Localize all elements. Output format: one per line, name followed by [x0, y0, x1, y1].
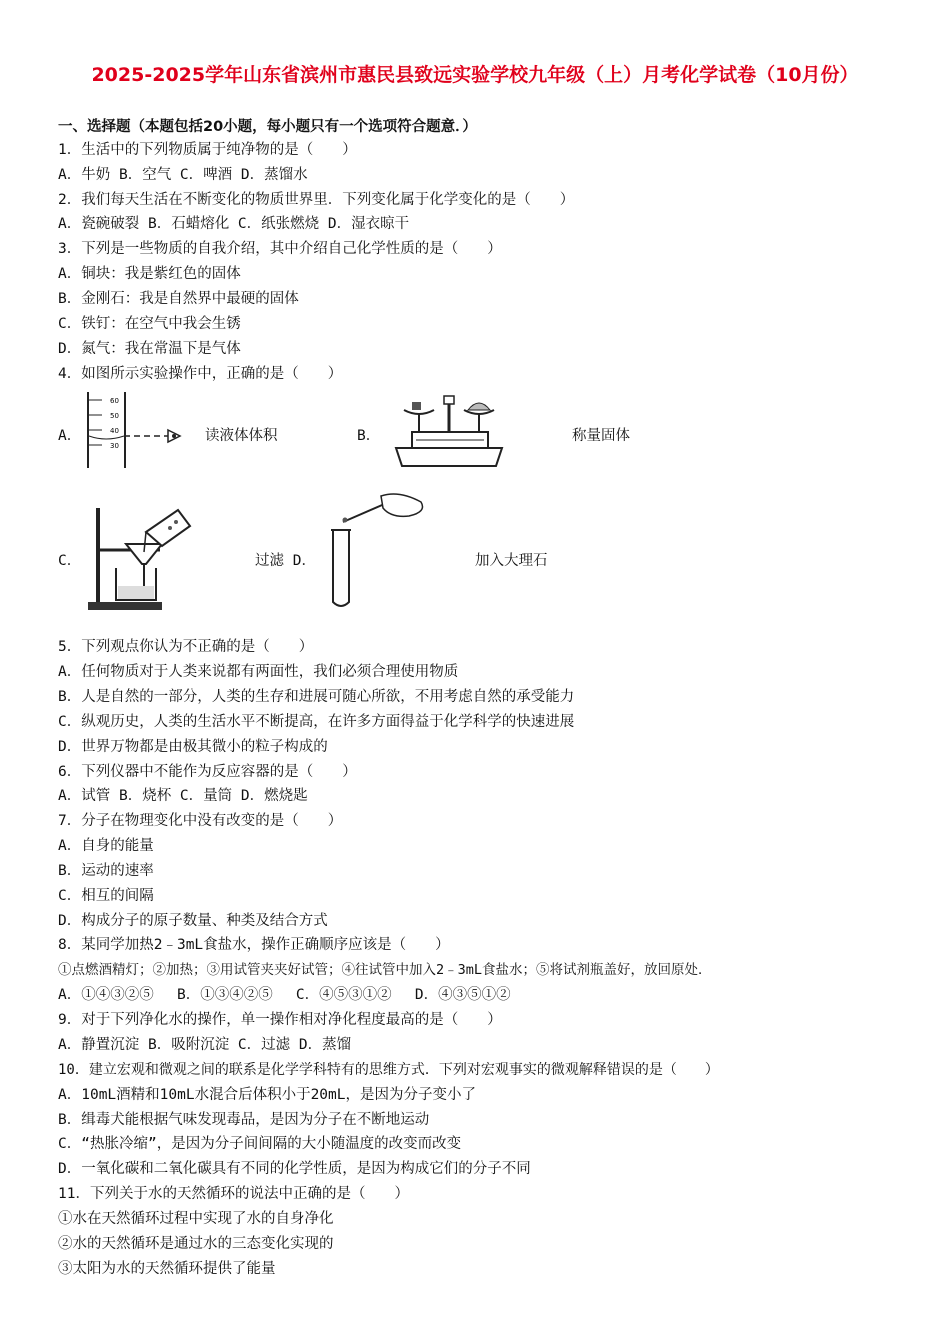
graduated-cylinder-figure — [80, 390, 190, 470]
option-line: A．瓷碗破裂 B．石蜡熔化 C．纸张燃烧 D．湿衣晾干 — [58, 216, 410, 232]
section-heading: 一、选择题（本题包括20小题，每小题只有一个选项符合题意．） — [58, 119, 477, 135]
exam-title: 2025-2025学年山东省滨州市惠民县致远实验学校九年级（上）月考化学试卷（10月份） — [91, 64, 859, 86]
option-line: A．任何物质对于人类来说都有两面性，我们必须合理使用物质 — [58, 664, 459, 680]
question-line: 7．分子在物理变化中没有改变的是（ ） — [58, 813, 343, 829]
option-line: B．运动的速率 — [58, 863, 154, 879]
question-line: 3．下列是一些物质的自我介绍，其中介绍自己化学性质的是（ ） — [58, 241, 502, 257]
option-line: B．金刚石：我是自然界中最硬的固体 — [58, 291, 299, 307]
cylinder-mark: 30 — [110, 442, 119, 450]
question-line: 11．下列关于水的天然循环的说法中正确的是（ ） — [58, 1186, 409, 1202]
option-line: C．铁钉：在空气中我会生锈 — [58, 316, 241, 332]
option-line: D．一氧化碳和二氧化碳具有不同的化学性质，是因为构成它们的分子不同 — [58, 1161, 531, 1177]
cylinder-mark: 50 — [110, 412, 119, 420]
option-line: A．自身的能量 — [58, 838, 154, 854]
option-line: A．铜块：我是紫红色的固体 — [58, 266, 241, 282]
option-line: A．牛奶 B．空气 C．啤酒 D．蒸馏水 — [58, 167, 308, 183]
option-a-text: 读液体体积 — [205, 428, 278, 444]
option-b-label: B． — [357, 428, 381, 444]
question-line: 5．下列观点你认为不正确的是（ ） — [58, 639, 314, 655]
option-line: A．试管 B．烧杯 C．量筒 D．燃烧匙 — [58, 788, 308, 804]
option-line: B．缉毒犬能根据气味发现毒品，是因为分子在不断地运动 — [58, 1112, 430, 1128]
option-line: A．静置沉淀 B．吸附沉淀 C．过滤 D．蒸馏 — [58, 1037, 352, 1053]
question-line: 2．我们每天生活在不断变化的物质世界里．下列变化属于化学变化的是（ ） — [58, 192, 575, 208]
option-line: D．构成分子的原子数量、种类及结合方式 — [58, 913, 328, 929]
balance-scale-figure — [392, 392, 507, 468]
question-line: 9．对于下列净化水的操作，单一操作相对净化程度最高的是（ ） — [58, 1012, 502, 1028]
option-line: A．①④③②⑤ B．①③④②⑤ C．④⑤③①② D．④③⑤①② — [58, 987, 511, 1003]
test-tube-marble-figure — [325, 490, 435, 610]
question-line: 10．建立宏观和微观之间的联系是化学学科特有的思维方式．下列对宏观事实的微观解释错误的是（ ） — [58, 1062, 719, 1078]
option-c-text: 过滤 D． — [255, 553, 316, 569]
question-line: 4．如图所示实验操作中，正确的是（ ） — [58, 366, 343, 382]
option-line: D．氮气：我在常温下是气体 — [58, 341, 241, 357]
option-line: C．相互的间隔 — [58, 888, 154, 904]
option-line: A．10mL酒精和10mL水混合后体积小于20mL，是因为分子变小了 — [58, 1087, 476, 1103]
option-c-label: C． — [58, 553, 82, 569]
option-line: C．纵观历史，人类的生活水平不断提高，在许多方面得益于化学科学的快速进展 — [58, 714, 575, 730]
cylinder-mark: 40 — [110, 427, 119, 435]
filtration-figure — [86, 500, 198, 612]
cylinder-mark: 60 — [110, 397, 119, 405]
question-line: 1．生活中的下列物质属于纯净物的是（ ） — [58, 142, 357, 158]
option-line: D．世界万物都是由极其微小的粒子构成的 — [58, 739, 328, 755]
option-a-label: A． — [58, 428, 82, 444]
option-b-text: 称量固体 — [572, 428, 630, 444]
option-line: C．“热胀冷缩”，是因为分子间间隔的大小随温度的改变而改变 — [58, 1136, 462, 1152]
option-line: ①水在天然循环过程中实现了水的自身净化 — [58, 1211, 334, 1227]
option-line: B．人是自然的一部分，人类的生存和进展可随心所欲，不用考虑自然的承受能力 — [58, 689, 575, 705]
option-line: ①点燃酒精灯；②加热；③用试管夹夹好试管；④往试管中加入2﹣3mL食盐水；⑤将试剂瓶盖好，放回原处． — [58, 962, 712, 978]
question-line: 8．某同学加热2﹣3mL食盐水，操作正确顺序应该是（ ） — [58, 937, 450, 953]
option-line: ③太阳为水的天然循环提供了能量 — [58, 1261, 276, 1277]
question-line: 6．下列仪器中不能作为反应容器的是（ ） — [58, 764, 357, 780]
option-d-text: 加入大理石 — [475, 553, 548, 569]
option-line: ②水的天然循环是通过水的三态变化实现的 — [58, 1236, 334, 1252]
